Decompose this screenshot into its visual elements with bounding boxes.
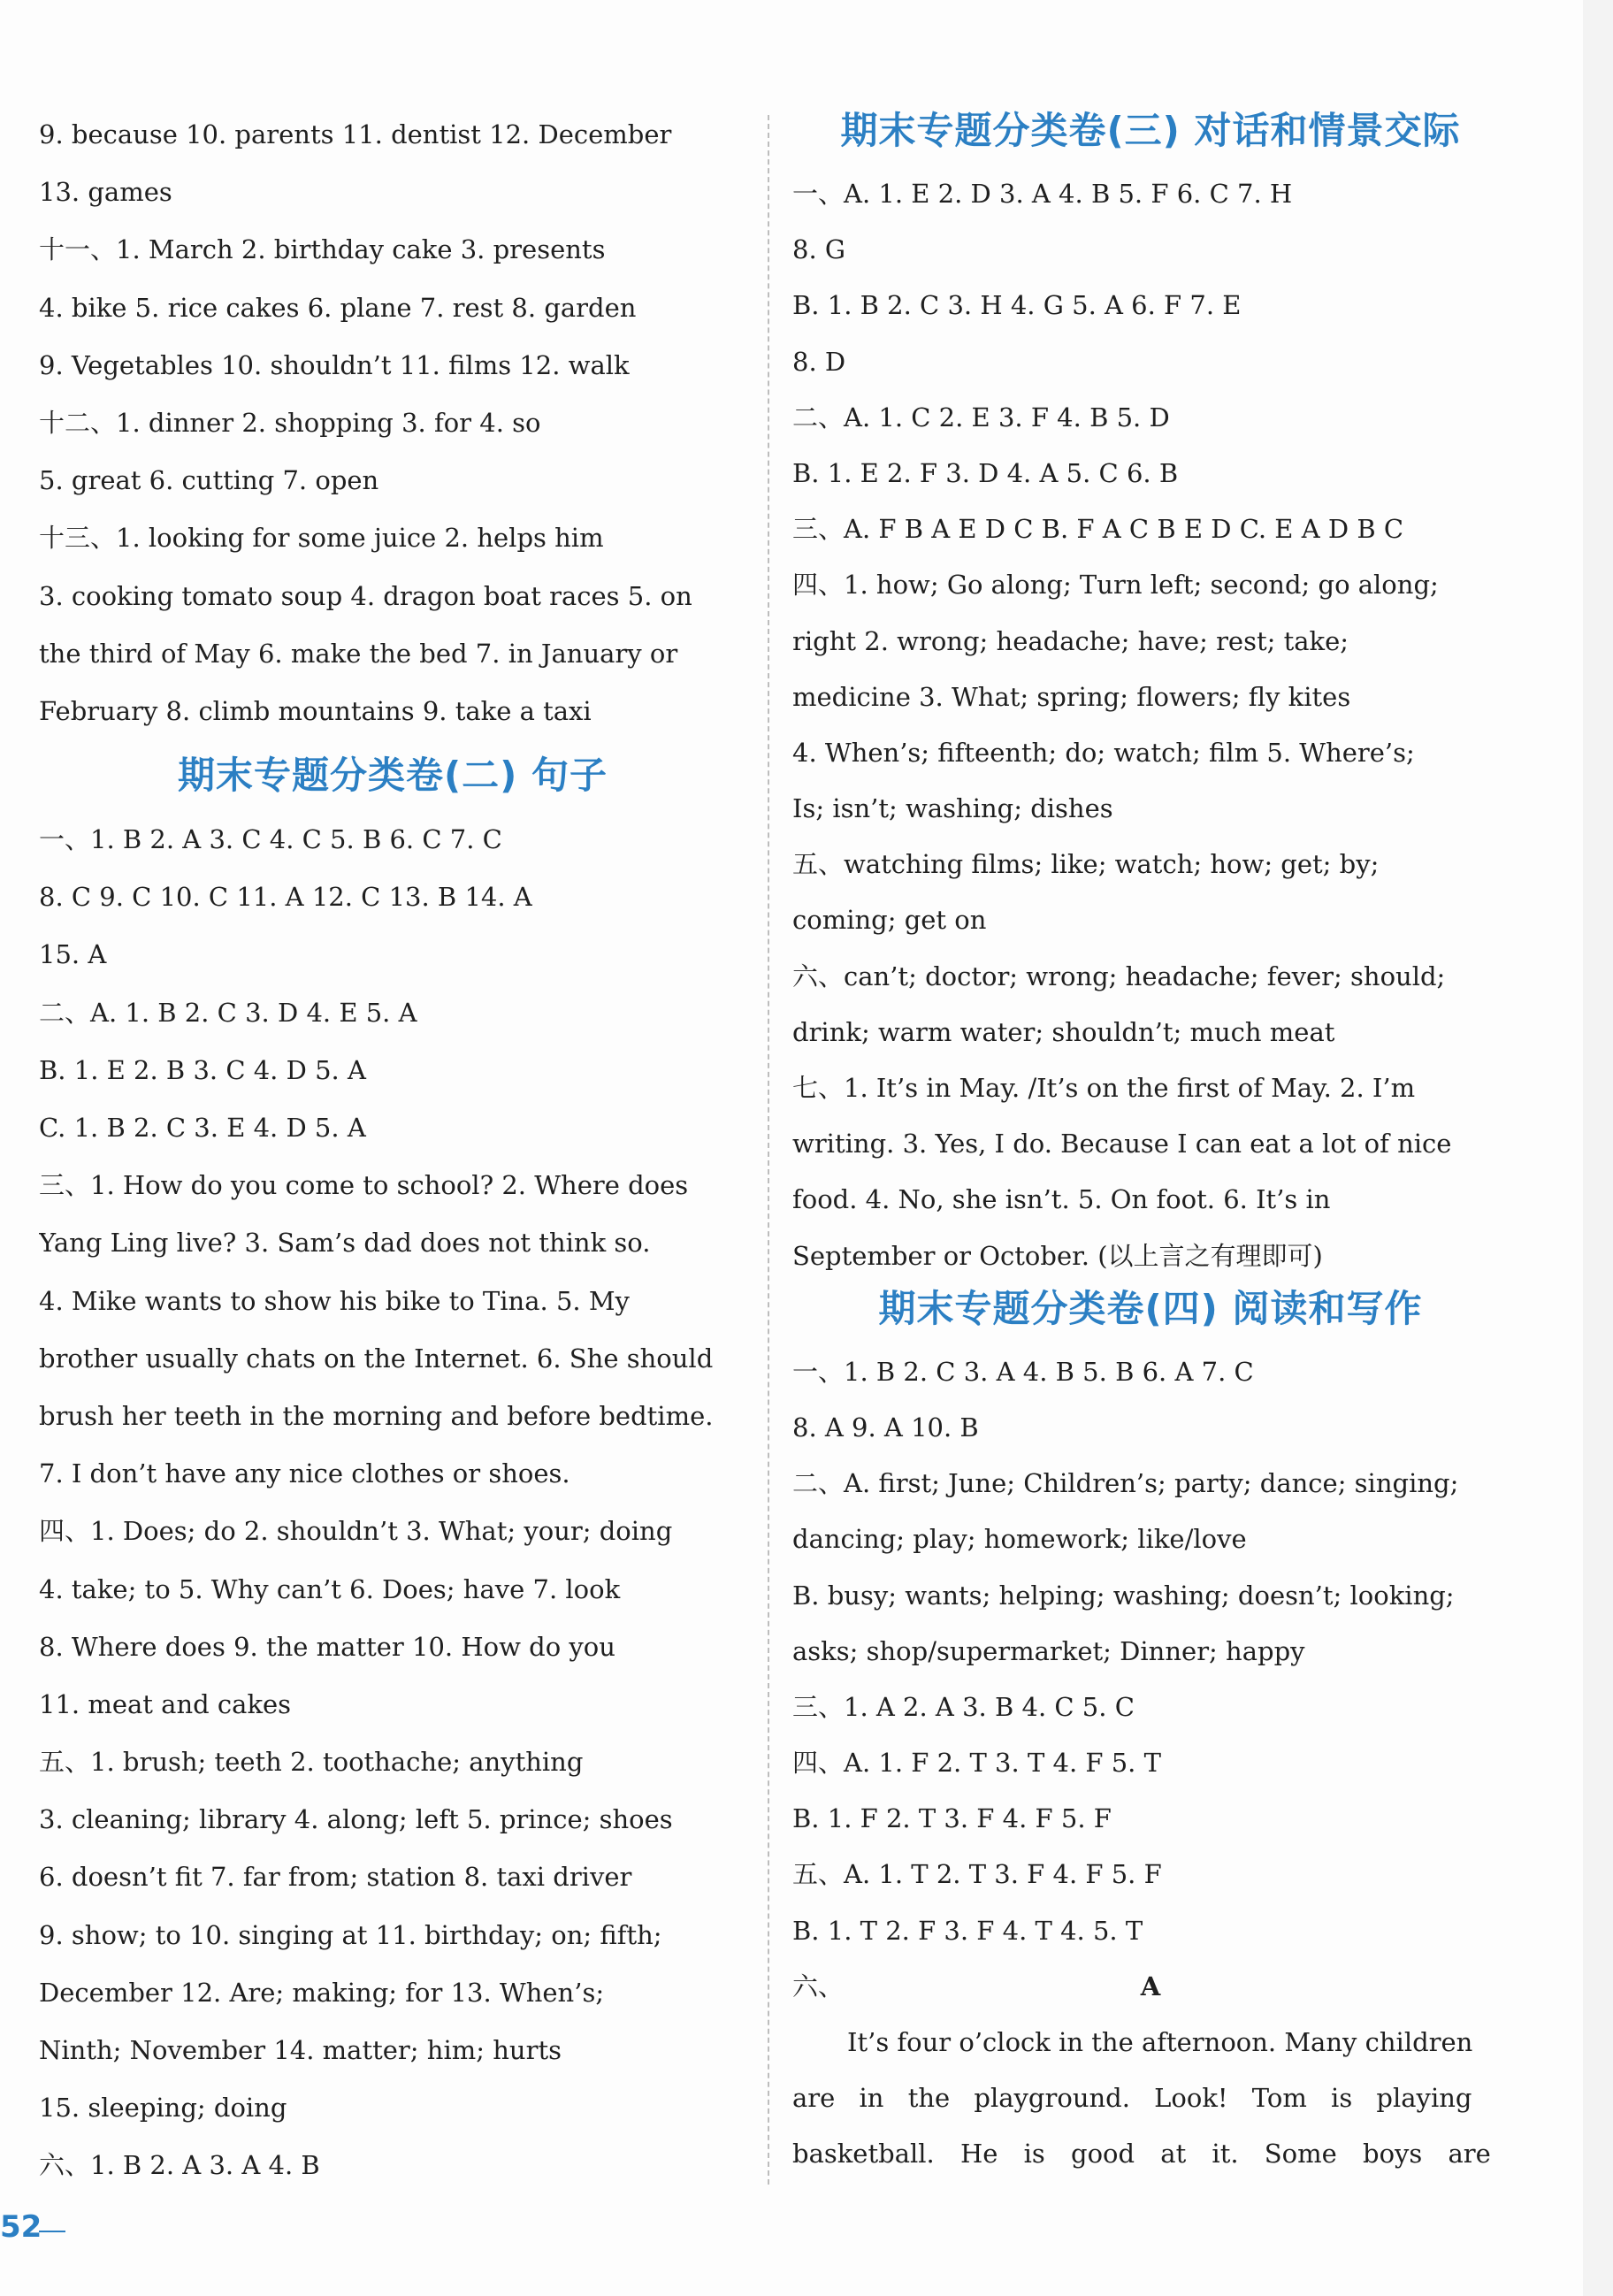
answer-line: 二、A. 1. C 2. E 3. F 4. B 5. D	[792, 402, 1170, 432]
right-answers-part-1	[792, 166, 1509, 1284]
passage-line: are in the playground. Look! Tom is playing	[792, 2083, 1472, 2114]
answer-line: the third of May 6. make the bed 7. in January or	[39, 638, 678, 669]
answer-line: 6. doesn’t fit 7. far from; station 8. taxi driver	[39, 1862, 632, 1893]
answer-line: 8. D	[792, 346, 846, 377]
answer-line: B. busy; wants; helping; washing; doesn’t; looking;	[792, 1580, 1455, 1611]
answer-line: 13. games	[39, 177, 172, 208]
answer-line: 8. Where does 9. the matter 10. How do you	[39, 1631, 615, 1662]
answer-line: C. 1. B 2. C 3. E 4. D 5. A	[39, 1113, 366, 1143]
answer-line: 7. I don’t have any nice clothes or shoes.	[39, 1458, 570, 1489]
answer-line: 二、A. 1. B 2. C 3. D 4. E 5. A	[39, 997, 417, 1028]
passage-title: A	[1140, 1971, 1161, 2001]
answer-line: B. 1. E 2. B 3. C 4. D 5. A	[39, 1054, 366, 1085]
answer-line: 4. take; to 5. Why can’t 6. Does; have 7. look	[39, 1573, 621, 1604]
answer-line: 七、1. It’s in May. /It’s on the first of May. 2. I’m	[792, 1073, 1416, 1103]
answer-line: right 2. wrong; headache; have; rest; take;	[792, 625, 1349, 656]
answer-line: September or October. (以上言之有理即可)	[792, 1240, 1323, 1271]
answer-line: 六、can’t; doctor; wrong; headache; fever; should;	[792, 960, 1446, 991]
answer-line: 4. bike 5. rice cakes 6. plane 7. rest 8. garden	[39, 292, 637, 323]
answer-line: 十三、1. looking for some juice 2. helps him	[39, 523, 604, 554]
answer-line: medicine 3. What; spring; flowers; fly kites	[792, 681, 1351, 712]
answer-line: B. 1. F 2. T 3. F 4. F 5. F	[792, 1803, 1112, 1834]
answer-line: 8. A 9. A 10. B	[792, 1412, 979, 1443]
section-heading-dialogues: 期末专题分类卷(三) 对话和情景交际	[840, 109, 1461, 152]
reading-passage	[792, 2015, 1509, 2183]
left-column	[39, 106, 746, 2195]
answer-line: 五、1. brush; teeth 2. toothache; anything	[39, 1747, 584, 1778]
answer-line: 五、A. 1. T 2. T 3. F 4. F 5. F	[792, 1859, 1162, 1890]
answer-line: 四、1. Does; do 2. shouldn’t 3. What; your; doing	[39, 1516, 673, 1547]
answer-line: 9. Vegetables 10. shouldn’t 11. films 12. walk	[39, 349, 630, 380]
answer-line: B. 1. B 2. C 3. H 4. G 5. A 6. F 7. E	[792, 290, 1242, 321]
left-answers-part-2	[39, 811, 746, 2195]
section-six-label: 六、	[792, 1971, 845, 2001]
left-answers-part-1	[39, 106, 746, 740]
column-divider	[768, 115, 769, 2185]
answer-line: 一、A. 1. E 2. D 3. A 4. B 5. F 6. C 7. H	[792, 179, 1293, 209]
answer-line: B. 1. E 2. F 3. D 4. A 5. C 6. B	[792, 457, 1179, 488]
answer-line: 3. cleaning; library 4. along; left 5. prince; shoes	[39, 1804, 673, 1835]
answer-line: writing. 3. Yes, I do. Because I can eat a lot of nice	[792, 1129, 1452, 1159]
answer-line: 五、watching films; like; watch; how; get; by;	[792, 849, 1380, 880]
answer-line: 8. C 9. C 10. C 11. A 12. C 13. B 14. A	[39, 882, 532, 913]
answer-line: 一、1. B 2. A 3. C 4. C 5. B 6. C 7. C	[39, 824, 502, 855]
answer-line: 3. cooking tomato soup 4. dragon boat races 5. on	[39, 580, 692, 611]
answer-line: food. 4. No, she isn’t. 5. On foot. 6. It’s in	[792, 1184, 1331, 1215]
answer-line: 三、1. A 2. A 3. B 4. C 5. C	[792, 1691, 1135, 1722]
answer-line: December 12. Are; making; for 13. When’s;	[39, 1977, 605, 2008]
answer-line: dancing; play; homework; like/love	[792, 1524, 1247, 1555]
answer-line: 5. great 6. cutting 7. open	[39, 465, 379, 496]
answer-line: 15. A	[39, 939, 107, 970]
page-number-dash	[39, 2231, 65, 2232]
answer-line: 四、1. how; Go along; Turn left; second; go along;	[792, 570, 1439, 601]
answer-line: 9. show; to 10. singing at 11. birthday; on; fifth;	[39, 1919, 662, 1950]
right-column	[792, 106, 1509, 2183]
answer-line: 9. because 10. parents 11. dentist 12. December	[39, 119, 672, 149]
answer-line: 三、A. F B A E D C B. F A C B E D C. E A D B C	[792, 514, 1404, 545]
section-heading-sentences: 期末专题分类卷(二) 句子	[177, 754, 608, 798]
answer-line: 二、A. first; June; Children’s; party; dance; singing;	[792, 1468, 1459, 1499]
answer-line: 15. sleeping; doing	[39, 2093, 287, 2124]
section-six	[792, 1959, 1509, 2015]
answer-line: B. 1. T 2. F 3. F 4. T 4. 5. T	[792, 1915, 1143, 1946]
answer-line: 十二、1. dinner 2. shopping 3. for 4. so	[39, 407, 541, 438]
passage-line: basketball. He is good at it. Some boys are	[792, 2139, 1491, 2170]
answer-line: coming; get on	[792, 905, 987, 936]
answer-line: 六、1. B 2. A 3. A 4. B	[39, 2150, 320, 2181]
answer-line: 一、1. B 2. C 3. A 4. B 5. B 6. A 7. C	[792, 1356, 1254, 1387]
section-heading-reading-writing: 期末专题分类卷(四) 阅读和写作	[878, 1286, 1423, 1330]
answer-line: Ninth; November 14. matter; him; hurts	[39, 2035, 562, 2065]
answer-line: 4. When’s; fifteenth; do; watch; film 5. Where’s;	[792, 737, 1415, 768]
answer-line: Yang Ling live? 3. Sam’s dad does not think so.	[39, 1228, 651, 1259]
page-number: 52	[0, 2209, 42, 2245]
answer-line: brush her teeth in the morning and before bedtime.	[39, 1400, 714, 1431]
answer-line: 三、1. How do you come to school? 2. Where does	[39, 1170, 689, 1201]
answer-line: 8. G	[792, 234, 846, 265]
answer-line: asks; shop/supermarket; Dinner; happy	[792, 1635, 1305, 1666]
answer-line: brother usually chats on the Internet. 6. She should	[39, 1343, 714, 1374]
answer-line: 四、A. 1. F 2. T 3. T 4. F 5. T	[792, 1748, 1161, 1779]
answer-line: drink; warm water; shouldn’t; much meat	[792, 1016, 1335, 1047]
page-edge-shadow	[1583, 0, 1613, 2296]
right-answers-part-2	[792, 1344, 1509, 1959]
answer-line: 十一、1. March 2. birthday cake 3. presents	[39, 234, 606, 265]
passage-line: It’s four o’clock in the afternoon. Many children	[847, 2027, 1473, 2057]
answer-line: Is; isn’t; washing; dishes	[792, 793, 1113, 824]
answer-line: 11. meat and cakes	[39, 1688, 292, 1719]
answer-line: February 8. climb mountains 9. take a taxi	[39, 695, 592, 726]
answer-line: 4. Mike wants to show his bike to Tina. 5. My	[39, 1285, 630, 1316]
